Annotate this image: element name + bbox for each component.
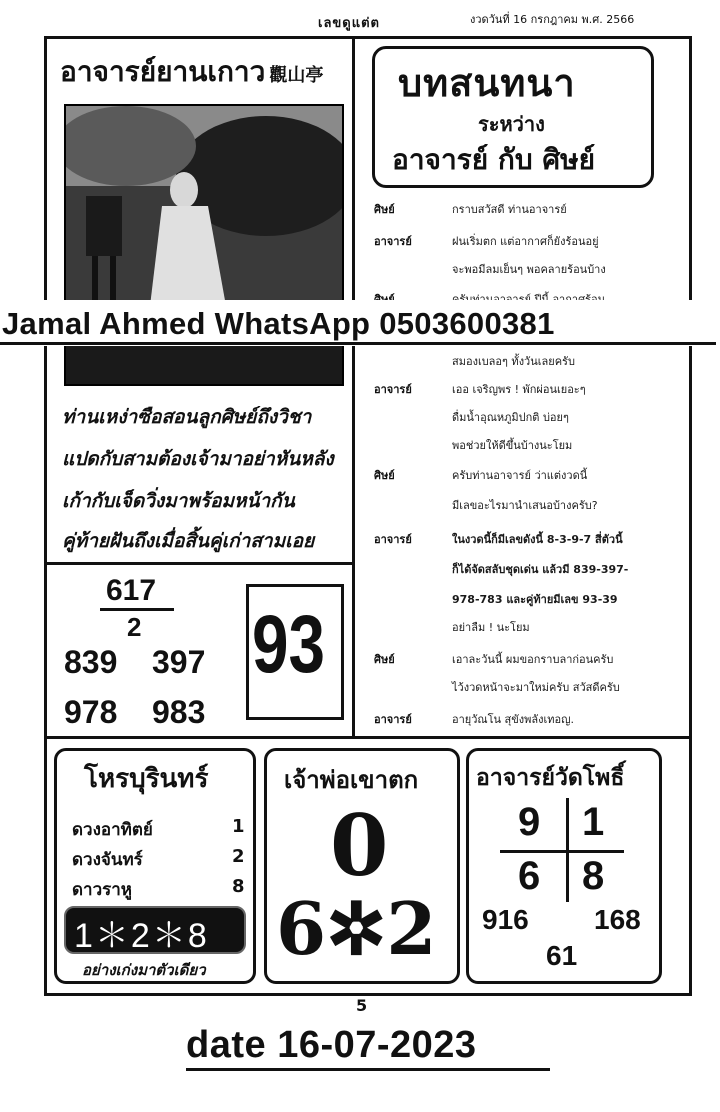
lucky-number-top: 617 — [106, 574, 157, 607]
speaker-label: อาจารย์ — [374, 383, 412, 396]
left-panel-title-text: อาจารย์ยานเกาว — [60, 55, 266, 88]
dialogue-line: จะพอมีลมเย็นๆ พอคลายร้อนบ้าง — [452, 263, 606, 276]
wat-pho-title: อาจารย์วัดโพธิ์ — [476, 764, 625, 791]
speaker-label: ศิษย์ — [374, 653, 395, 666]
dialogue-line: มีเลขอะไรมานำเสนอบ้างครับ? — [452, 499, 598, 512]
speaker-label: ศิษย์ — [374, 203, 395, 216]
dialogue-line: ดื่มน้ำอุณหภูมิปกติ บ่อยๆ — [452, 411, 569, 424]
issue-date: งวดวันที่ 16 กรกฎาคม พ.ศ. 2566 — [470, 13, 635, 26]
watermark-underline — [0, 342, 716, 345]
left-section-divider — [46, 562, 354, 565]
big-number-93: 93 — [252, 599, 325, 690]
horoscope-row-value: 1 — [232, 816, 245, 837]
left-panel-title — [60, 50, 323, 94]
horoscope-footer: อย่างเก่งมาตัวเดียว — [82, 961, 206, 979]
number-397: 397 — [152, 644, 206, 680]
footer-date-underline — [186, 1068, 550, 1071]
left-panel-title-chinese: 觀山亭 — [269, 65, 324, 86]
poem-line-3: เก้ากับเจ็ดวิ่งมาพร้อมหน้ากัน — [62, 490, 295, 512]
horoscope-row-value: 2 — [232, 846, 245, 867]
speaker-label: อาจารย์ — [374, 533, 412, 546]
speaker-label: ศิษย์ — [374, 469, 395, 482]
dialogue-participants: อาจารย์ กับ ศิษย์ — [392, 143, 595, 176]
speaker-label: อาจารย์ — [374, 235, 412, 248]
paper-name: เลขดูแต่ต — [318, 16, 381, 31]
horoscope-row-label: ดวงอาทิตย์ — [72, 820, 153, 840]
poem-line-2: แปดกับสามต้องเจ้ามาอย่าหันหลัง — [62, 448, 334, 470]
wat-pho-left-number: 916 — [482, 904, 529, 935]
speaker-label: อาจารย์ — [374, 713, 412, 726]
horoscope-row-label: ดาวราหู — [72, 880, 133, 900]
watermark-contact: Jamal Ahmed WhatsApp 0503600381 — [2, 306, 555, 341]
dialogue-line: พอช่วยให้ดีขึ้นบ้างนะโยม — [452, 439, 573, 452]
horoscope-row-value: 8 — [232, 876, 245, 897]
dialogue-subtitle: ระหว่าง — [478, 112, 545, 136]
lucky-number-under: 2 — [127, 612, 142, 642]
number-underline — [100, 608, 174, 611]
page-number: 5 — [356, 996, 368, 1015]
poem-line-4: คู่ท้ายฝันถึงเมื่อสิ้นคู่เก่าสามเอย — [62, 530, 315, 552]
wat-pho-bottom-number: 61 — [546, 940, 578, 971]
chaopho-bottom-numbers: 6✲2 — [276, 886, 437, 971]
footer-date: date 16-07-2023 — [186, 1024, 477, 1066]
dialogue-line: ไว้งวดหน้าจะมาใหม่ครับ สวัสดีครับ — [452, 681, 620, 694]
dialogue-line: อย่าลืม ! นะโยม — [452, 621, 530, 634]
dialogue-line: ฝนเริ่มตก แต่อากาศก็ยังร้อนอยู่ — [452, 235, 599, 248]
dialogue-line: สมองเบลอๆ ทั้งวันเลยครับ — [452, 355, 575, 368]
number-839: 839 — [64, 644, 118, 680]
grid-horizontal-line — [500, 850, 624, 853]
bottom-section-divider — [46, 736, 692, 739]
dialogue-title: บทสนทนา — [398, 61, 576, 105]
grid-number: 8 — [582, 854, 605, 898]
wat-pho-right-number: 168 — [594, 904, 641, 935]
number-983: 983 — [152, 694, 206, 730]
dialogue-line: ก็ได้จัดสลับชุดเด่น แล้วมี 839-397- — [452, 563, 629, 576]
poem-line-1: ท่านเหง่าซือสอนลูกศิษย์ถึงวิชา — [62, 406, 312, 428]
dialogue-line: อายุวัณโน สุขังพลังเทอญ. — [452, 713, 574, 726]
dialogue-line: เอาละวันนี้ ผมขอกราบลาก่อนครับ — [452, 653, 614, 666]
horoscope-title: โหรบุรินทร์ — [84, 764, 209, 794]
horoscope-pill-numbers: 1＊2＊8 — [74, 917, 209, 955]
dialogue-line: ครับท่านอาจารย์ ว่าแต่งวดนี้ — [452, 469, 588, 482]
chaopho-title: เจ้าพ่อเขาตก — [284, 765, 419, 794]
column-divider — [352, 38, 355, 738]
dialogue-line: เออ เจริญพร ! พักผ่อนเยอะๆ — [452, 383, 586, 396]
dialogue-line: ในงวดนี้ก็มีเลขดังนี้ 8-3-9-7 สี่ตัวนี้ — [452, 533, 623, 546]
horoscope-row-label: ดวงจันทร์ — [72, 850, 143, 870]
number-978: 978 — [64, 694, 118, 730]
chaopho-top-number: 0 — [330, 796, 389, 895]
dialogue-line: 978-783 และคู่ท้ายมีเลข 93-39 — [452, 593, 618, 606]
grid-number: 9 — [518, 800, 541, 844]
dialogue-line: กราบสวัสดี ท่านอาจารย์ — [452, 203, 567, 216]
grid-number: 6 — [518, 854, 541, 898]
grid-number: 1 — [582, 800, 605, 844]
